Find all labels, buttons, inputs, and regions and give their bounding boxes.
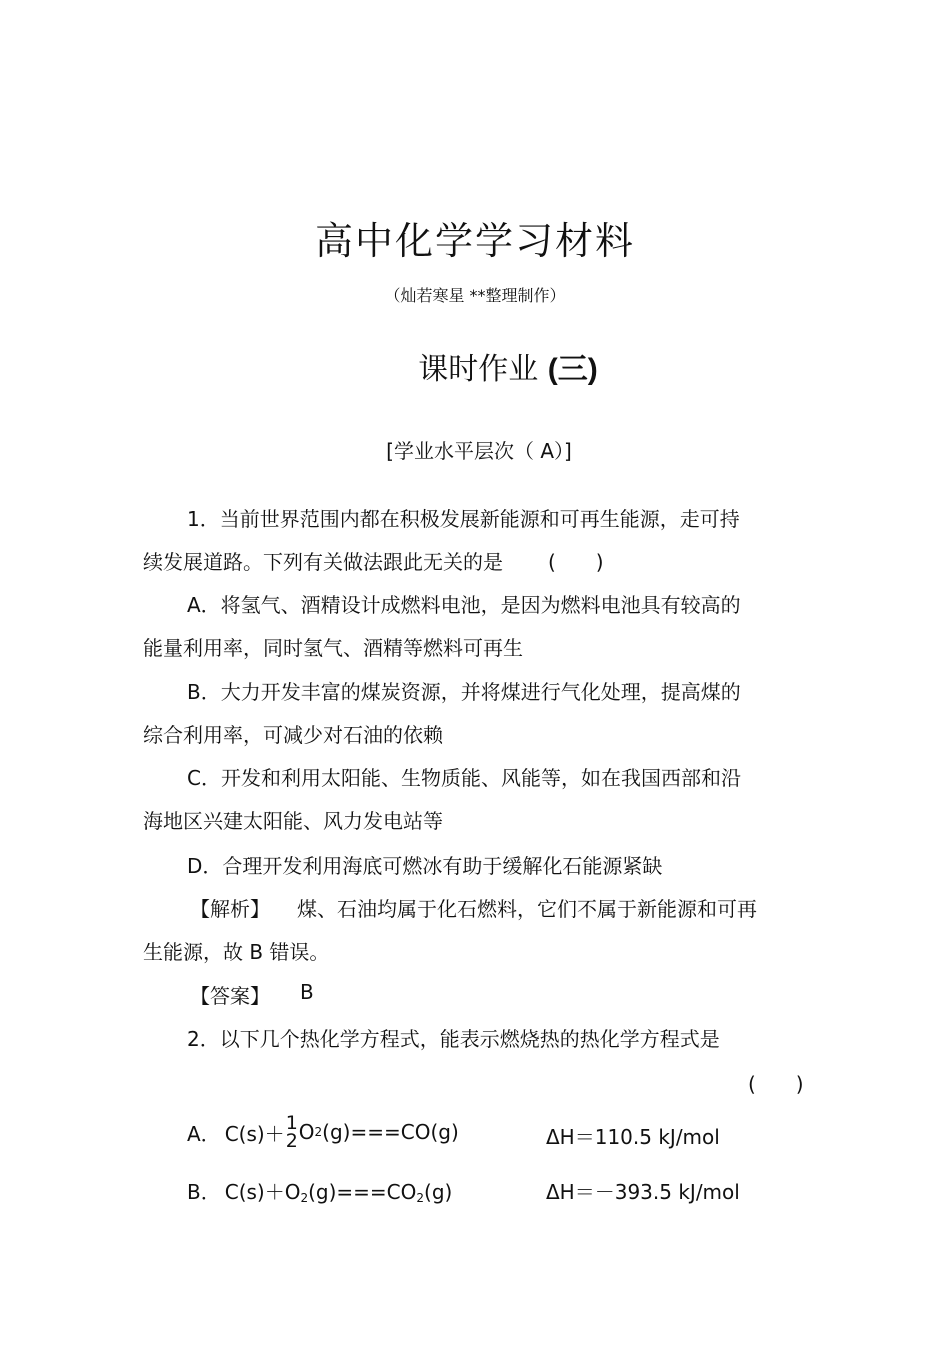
document-subtitle: （灿若寒星 **整理制作） <box>384 286 566 305</box>
q1-option-a-line1: A．将氢气、酒精设计成燃料电池，是因为燃料电池具有较高的 <box>187 593 741 617</box>
q1-option-b-line1: B．大力开发丰富的煤炭资源，并将煤进行气化处理，提高煤的 <box>187 680 741 704</box>
homework-label: 课时作业 <box>418 352 539 387</box>
q2-option-a-o2: O <box>298 1120 315 1144</box>
q2-option-a-subscript: 2 <box>314 1125 323 1139</box>
q1-option-b-line2: 综合利用率，可减少对石油的依赖 <box>143 723 443 747</box>
q2-option-b-subscript-1: 2 <box>300 1191 309 1205</box>
fraction-denominator: 2 <box>285 1130 298 1152</box>
q1-option-c-line1: C．开发和利用太阳能、生物质能、风能等，如在我国西部和沿 <box>187 766 741 790</box>
q1-analysis-line2: 生能源，故 B 错误。 <box>143 940 330 964</box>
q1-stem-line1: 1．当前世界范围内都在积极发展新能源和可再生能源，走可持 <box>187 507 740 531</box>
q1-option-d: D．合理开发利用海底可燃冰有助于缓解化石能源紧缺 <box>187 854 663 878</box>
q2-option-a-reactant: C(s)＋ <box>224 1121 285 1146</box>
q2-answer-paren: ( ) <box>748 1072 804 1096</box>
fraction-numerator: 1 <box>285 1112 298 1134</box>
q2-option-b-reactant: C(s)＋O <box>224 1180 301 1204</box>
q1-answer: B <box>300 980 314 1004</box>
homework-title <box>0 344 950 388</box>
q1-analysis-line1: 煤、石油均属于化石燃料，它们不属于新能源和可再 <box>297 897 757 921</box>
q1-answer-paren: ( ) <box>548 550 604 574</box>
q2-option-b-middle: (g)===CO <box>308 1180 417 1204</box>
q2-option-b-subscript-2: 2 <box>416 1191 425 1205</box>
q1-answer-label: 【答案】 <box>190 984 270 1008</box>
q2-option-a-enthalpy: ΔH＝110.5 kJ/mol <box>546 1125 720 1149</box>
q2-option-a-product: (g)===CO(g) <box>322 1120 459 1144</box>
q2-option-b-label: B． <box>187 1180 221 1204</box>
q1-option-a-line2: 能量利用率，同时氢气、酒精等燃料可再生 <box>143 636 523 660</box>
q2-stem: 2．以下几个热化学方程式，能表示燃烧热的热化学方程式是 <box>187 1027 720 1051</box>
homework-number: (三) <box>547 353 598 386</box>
q2-option-b-product: (g) <box>424 1180 453 1204</box>
q2-option-a <box>187 1108 459 1156</box>
q1-analysis-label: 【解析】 <box>190 897 270 921</box>
document-title: 高中化学学习材料 <box>314 219 635 263</box>
q2-option-a-label: A． <box>187 1121 221 1146</box>
section-heading: [学业水平层次（ A）] <box>386 439 572 463</box>
half-fraction <box>286 1114 298 1150</box>
q1-option-c-line2: 海地区兴建太阳能、风力发电站等 <box>143 809 443 833</box>
q1-stem-line2: 续发展道路。下列有关做法跟此无关的是 <box>143 550 503 574</box>
q2-option-b-enthalpy: ΔH＝－393.5 kJ/mol <box>546 1180 740 1204</box>
q2-option-b <box>187 1176 452 1205</box>
